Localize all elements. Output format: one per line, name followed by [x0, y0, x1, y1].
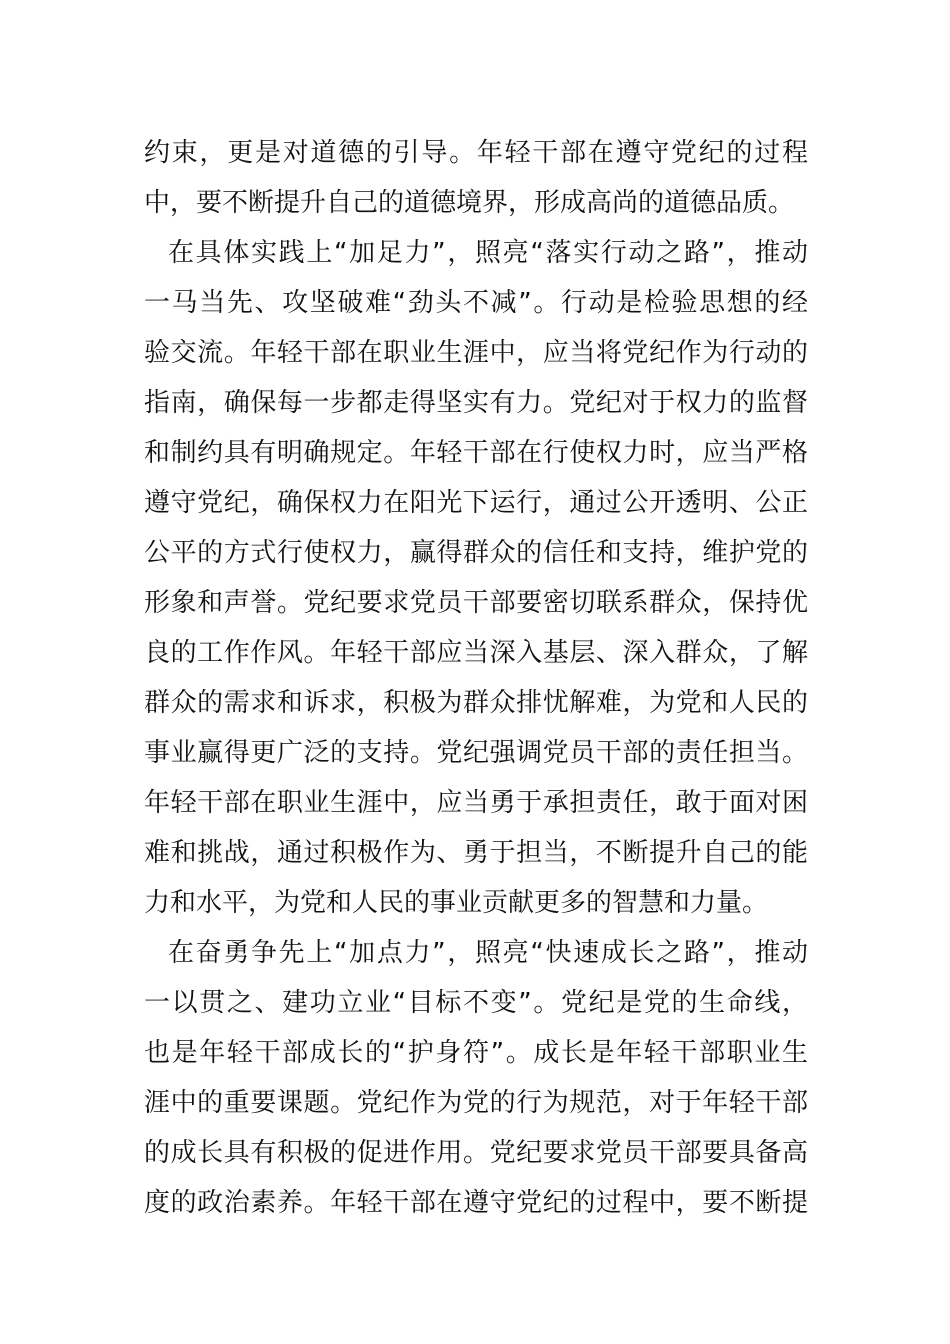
text-line: 公平的方式行使权力，赢得群众的信任和支持，维护党的 — [144, 538, 808, 568]
text-line: 事业赢得更广泛的支持。党纪强调党员干部的责任担当。 — [144, 738, 808, 768]
text-line: 年轻干部在职业生涯中，应当勇于承担责任，敢于面对困 — [144, 788, 808, 818]
text-line: 指南，确保每一步都走得坚实有力。党纪对于权力的监督 — [144, 388, 808, 418]
text-line: 度的政治素养。年轻干部在遵守党纪的过程中，要不断提 — [144, 1188, 808, 1218]
text-line: 形象和声誉。党纪要求党员干部要密切联系群众，保持优 — [144, 588, 808, 618]
text-line: 良的工作作风。年轻干部应当深入基层、深入群众，了解 — [144, 638, 808, 668]
text-line: 力和水平，为党和人民的事业贡献更多的智慧和力量。 — [144, 888, 769, 918]
text-line: 涯中的重要课题。党纪作为党的行为规范，对于年轻干部 — [144, 1088, 808, 1118]
text-line: 在奋勇争先上“加点力”，照亮“快速成长之路”，推动 — [168, 938, 808, 968]
text-line: 也是年轻干部成长的“护身符”。成长是年轻干部职业生 — [144, 1038, 808, 1068]
text-line: 一马当先、攻坚破难“劲头不减”。行动是检验思想的经 — [144, 288, 808, 318]
text-line: 和制约具有明确规定。年轻干部在行使权力时，应当严格 — [144, 438, 808, 468]
text-line: 一以贯之、建功立业“目标不变”。党纪是党的生命线， — [144, 988, 808, 1018]
text-line: 的成长具有积极的促进作用。党纪要求党员干部要具备高 — [144, 1138, 808, 1168]
body-text — [144, 128, 808, 1228]
text-line: 在具体实践上“加足力”，照亮“落实行动之路”，推动 — [168, 238, 808, 268]
text-line: 难和挑战，通过积极作为、勇于担当，不断提升自己的能 — [144, 838, 808, 868]
text-line: 验交流。年轻干部在职业生涯中，应当将党纪作为行动的 — [144, 338, 808, 368]
text-line: 遵守党纪，确保权力在阳光下运行，通过公开透明、公正 — [144, 488, 808, 518]
text-line: 中，要不断提升自己的道德境界，形成高尚的道德品质。 — [144, 188, 795, 218]
text-line: 群众的需求和诉求，积极为群众排忧解难，为党和人民的 — [144, 688, 808, 718]
text-line: 约束，更是对道德的引导。年轻干部在遵守党纪的过程 — [144, 138, 808, 168]
